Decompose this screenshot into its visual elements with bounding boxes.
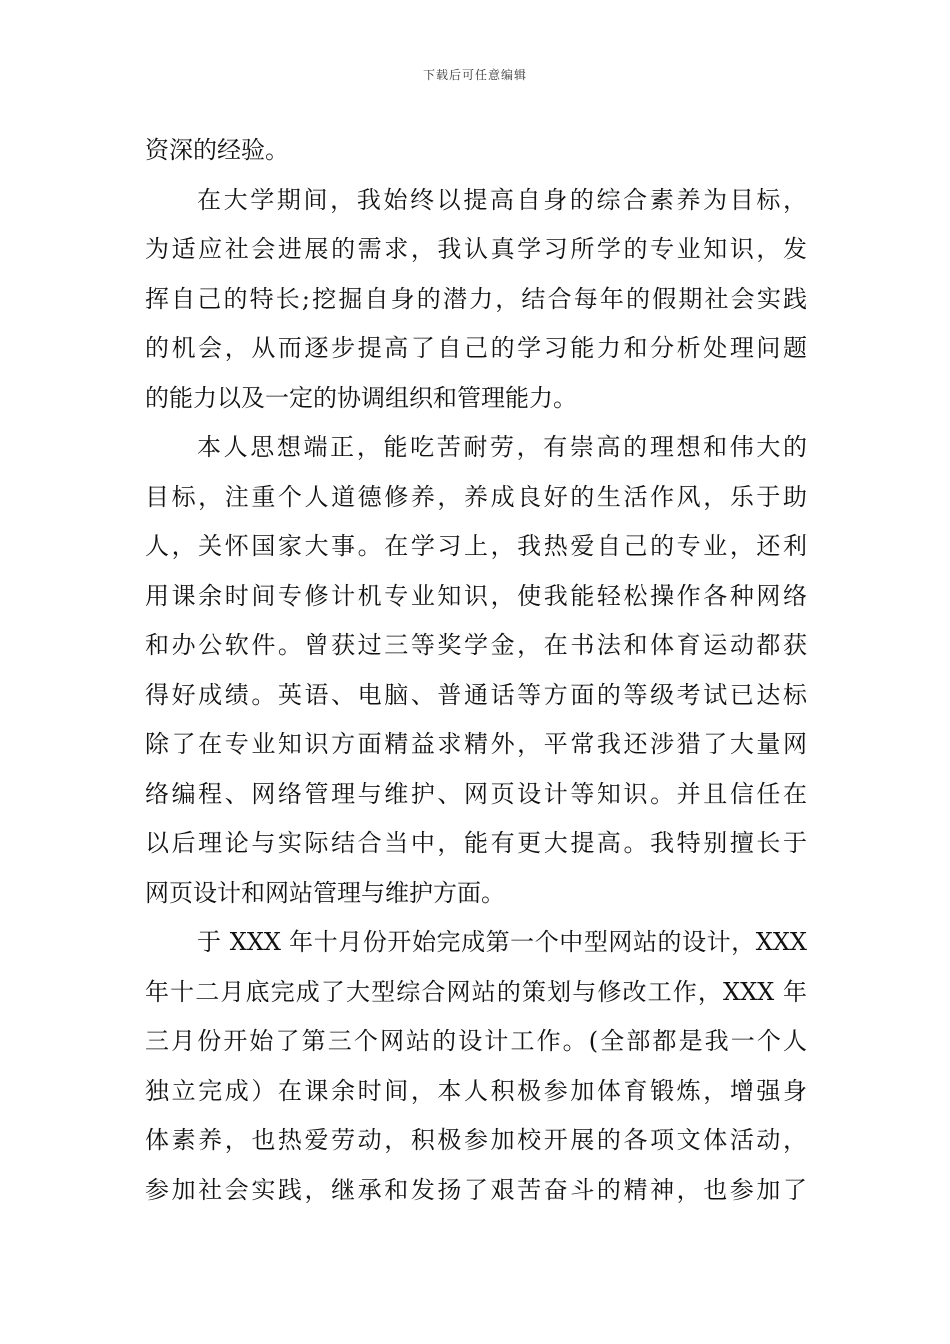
page-header: 下载后可任意编辑 [422, 68, 527, 82]
text-line: 目标，注重个人道德修养，养成良好的生活作风，乐于助 [145, 482, 807, 511]
text-line: 参加社会实践，继承和发扬了艰苦奋斗的精神，也参加了 [145, 1175, 807, 1204]
text-line: 用课余时间专修计机专业知识，使我能轻松操作各种网络 [145, 581, 807, 610]
text-line: 和办公软件。曾获过三等奖学金，在书法和体育运动都获 [145, 631, 807, 659]
text-line: 络编程、网络管理与维护、网页设计等知识。并且信任在 [145, 779, 807, 808]
text-line: 以后理论与实际结合当中，能有更大提高。我特别擅长于 [145, 829, 807, 857]
text-line: 本人思想端正，能吃苦耐劳，有崇高的理想和伟大的 [197, 433, 807, 461]
body-text [145, 126, 807, 1215]
text-line: 资深的经验。 [145, 136, 289, 164]
text-line: 为适应社会进展的需求，我认真学习所学的专业知识，发 [145, 235, 807, 263]
text-line: 独立完成）在课余时间，本人积极参加体育锻炼，增强身 [145, 1076, 807, 1105]
text-line: 体素养，也热爱劳动，积极参加校开展的各项文体活动， [145, 1126, 807, 1154]
text-line: 挥自己的特长;挖掘自身的潜力，结合每年的假期社会实践 [145, 284, 807, 313]
text-line: 网页设计和网站管理与维护方面。 [145, 878, 505, 907]
text-line: 三月份开始了第三个网站的设计工作。(全部都是我一个人 [145, 1027, 807, 1055]
text-line: 的能力以及一定的协调组织和管理能力。 [145, 383, 577, 412]
text-line: 得好成绩。英语、电脑、普通话等方面的等级考试已达标 [145, 680, 807, 709]
text-line: 于 XXX 年十月份开始完成第一个中型网站的设计，XXX [197, 928, 807, 956]
text-line: 的机会，从而逐步提高了自己的学习能力和分析处理问题 [145, 334, 807, 362]
text-line: 除了在专业知识方面精益求精外，平常我还涉猎了大量网 [145, 730, 807, 758]
text-line: 在大学期间，我始终以提高自身的综合素养为目标， [197, 185, 807, 214]
text-line: 年十二月底完成了大型综合网站的策划与修改工作，XXX 年 [145, 977, 807, 1006]
text-line: 人，关怀国家大事。在学习上，我热爱自己的专业，还利 [145, 532, 807, 560]
